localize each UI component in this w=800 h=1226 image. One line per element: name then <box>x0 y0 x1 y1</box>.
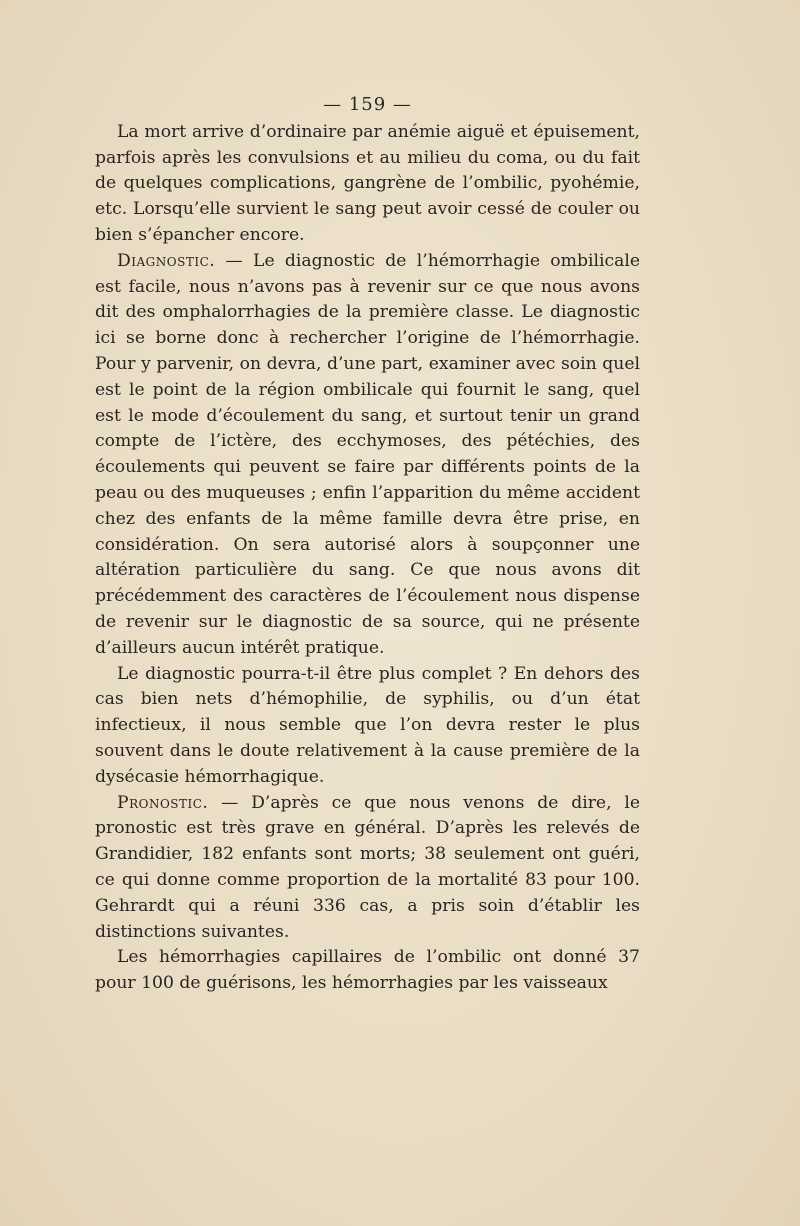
section-heading-diagnostic: Diagnostic. <box>117 250 216 271</box>
page-text-block <box>95 92 640 997</box>
page-number: — 159 — <box>323 94 412 115</box>
paragraph-diagnostic-complet <box>95 662 640 791</box>
paragraph-diagnostic <box>95 249 640 662</box>
paragraph-hemorrhagies <box>95 945 640 997</box>
paragraph-text: La mort arrive d’ordinaire par anémie aiguë et épuisement, parfois après les convulsions et au milieu du coma, ou du fait de quelques complications, gangrène de l’ombilic, pyohémie, etc. Lorsqu’elle survient le sang peut avoir cessé de couler ou bien s’épancher encore. <box>95 121 640 245</box>
paragraph-text: — D’après ce que nous venons de dire, le pronostic est très grave en général. D’après les relevés de Grandidier, 182 enfants sont morts; 38 seulement ont guéri, ce qui donne comme proportion de la mortalité 83 pour 100. Gehrardt qui a réuni 336 cas, a pris soin d’établir les distinctions suivantes. <box>95 792 640 942</box>
section-heading-pronostic: Pronostic. <box>117 792 209 813</box>
paragraph-mort <box>95 120 640 249</box>
paragraph-text: Les hémorrhagies capillaires de l’ombilic ont donné 37 pour 100 de guérisons, les hémorrhagies par les vaisseaux <box>95 947 640 994</box>
paragraph-pronostic <box>95 791 640 946</box>
paragraph-text: Le diagnostic pourra-t-il être plus complet ? En dehors des cas bien nets d’hémophilie, de syphilis, ou d’un état infectieux, il nous semble que l’on devra rester le plus souvent dans le doute relativement à la cause première de la dysécasie hémorrhagique. <box>95 663 640 787</box>
paragraph-text: — Le diagnostic de l’hémorrhagie ombilicale est facile, nous n’avons pas à revenir sur ce que nous avons dit des omphalorrhagies de la première classe. Le diagnostic ici se borne donc à rechercher l’origine de l’hémorrhagie. Pour y parvenir, on devra, d’une part, examiner avec soin quel est le point de la région ombilicale qui fournit le sang, quel est le mode d’écoulement du sang, et surtout tenir un grand compte de l’ictère, des ecchymoses, des pétéchies, des écoulements qui peuvent se faire par différents points de la peau ou des muqueuses ; enfin l’apparition du même accident chez des enfants de la même famille devra être prise, en considération. On sera autorisé alors à soupçonner une altération particulière du sang. Ce que nous avons dit précédemment des caractères de l’écoulement nous dispense de revenir sur le diagnostic de sa source, qui ne présente d’ailleurs aucun intérêt pratique. <box>95 250 640 658</box>
